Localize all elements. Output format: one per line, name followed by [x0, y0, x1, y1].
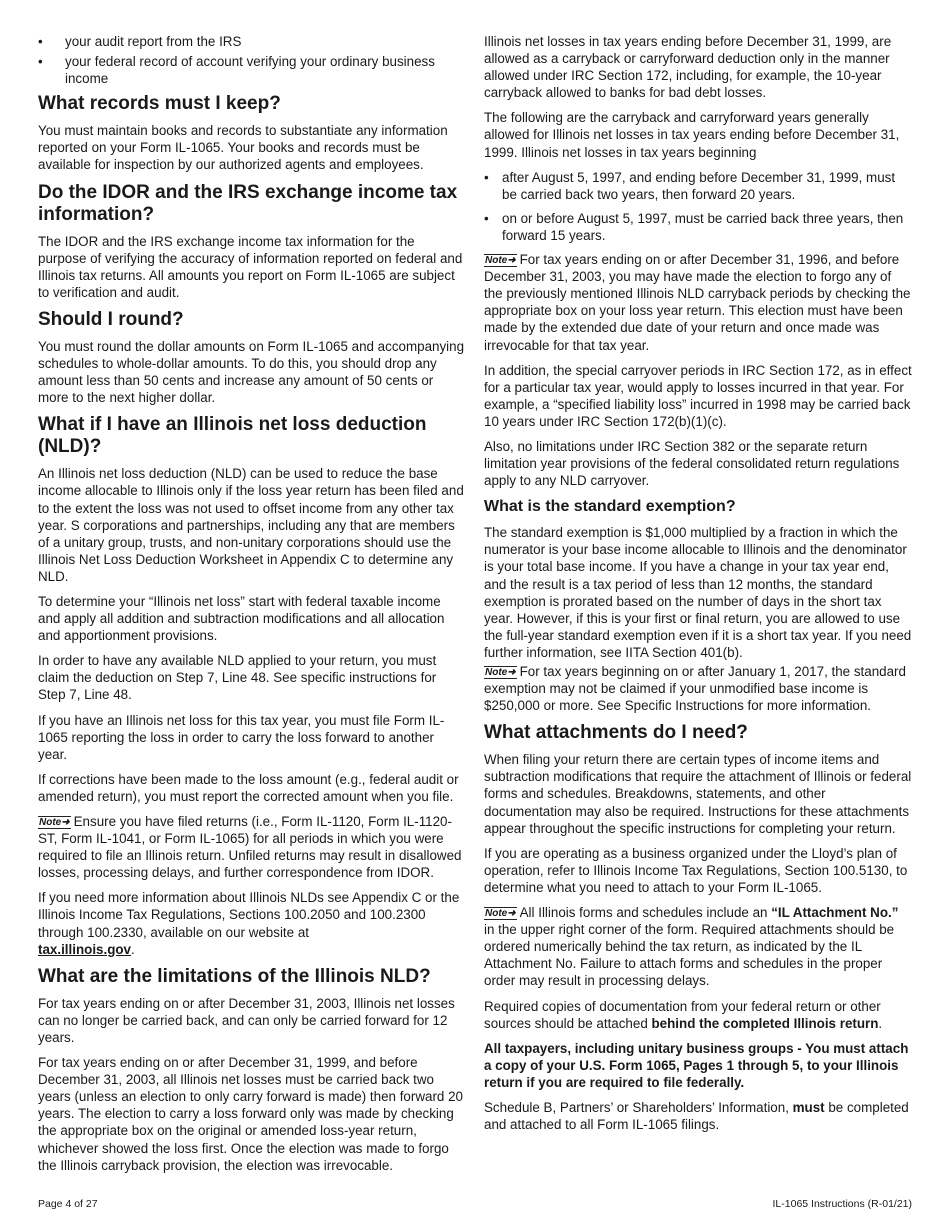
note-icon: Note➜	[485, 255, 516, 267]
paragraph: You must round the dollar amounts on Form IL-1065 and accompanying schedules to whole-dollar amounts. To do this, you should drop any amount less than 50 cents and increase any amount of 50 cents or more to the next higher dollar.	[38, 338, 465, 406]
paragraph: The following are the carryback and carryforward years generally allowed for Illinois net losses in tax years ending before December 31, 1999. Illinois net losses in tax years beginning	[484, 110, 900, 160]
paragraph: For tax years ending on or after December 31, 1999, and before December 31, 2003, all Illinois net losses must be carried back two years (unless an election to only carry forward is made) then forward 20 years. The election to carry a loss forward only was made by checking the appropriate box on the original or amended loss-year return, whichever showed the loss first. Once the election was made to forgo the Illinois carryback provision, the election was irrevocable.	[38, 1055, 463, 1173]
paragraph: For tax years ending on or after December 31, 2003, Illinois net losses can no longer be carried back, and can only be carried forward for 12 years.	[38, 995, 455, 1045]
note-icon: Note➜	[485, 667, 516, 678]
paragraph: Also, no limitations under IRC Section 382 or the separate return limitation year provisions of the federal consolidated return regulations apply to any NLD carryover.	[484, 438, 900, 489]
page-number: Page 4 of 27	[38, 1198, 98, 1210]
list-item: • on or before August 5, 1997, must be carried back three years, then forward 15 years.	[484, 210, 912, 244]
list-item: • your audit report from the IRS	[38, 33, 466, 50]
paragraph: If corrections have been made to the loss amount (e.g., federal audit or amended return), you must report the corrected amount when you file.	[38, 771, 459, 804]
left-column	[38, 33, 466, 1182]
heading-attachments: What attachments do I need?	[484, 722, 748, 744]
paragraph: To determine your “Illinois net loss” start with federal taxable income and apply all addition and subtraction modifications and all allocation and apportionment provisions.	[38, 593, 445, 644]
paragraph: If you need more information about Illinois NLDs see Appendix C or the Illinois Income Tax Regulations, Sections 100.2050 and 100.2300 through 100.2330, available on our website at tax.illinois.gov.	[38, 890, 460, 957]
website-link[interactable]: tax.illinois.gov	[38, 941, 132, 957]
list-item: • after August 5, 1997, and ending before December 31, 1999, must be carried back two years, then forward 20 years.	[484, 169, 912, 203]
heading-records: What records must I keep?	[38, 93, 281, 115]
paragraph: When filing your return there are certain types of income items and subtraction modifications that require the attachment of Illinois or federal forms and schedules. Breakdowns, statements, and other documentation may also be required. Instructions for these attachments appear throughout the specific instructions for completing your return.	[484, 752, 912, 836]
paragraph: In addition, the special carryover periods in IRC Section 172, as in effect for a particular tax year, would apply to losses incurred in that year. For example, a “specified liability loss” incurred in 1998 may be carried back 10 years under IRC Section 172(b)(1)(c).	[484, 362, 912, 429]
bullet-list	[38, 33, 466, 87]
paragraph: Schedule B, Partners’ or Shareholders’ Information, must be completed and attached to all Form IL-1065 filings.	[484, 1099, 909, 1133]
list-item: • your federal record of account verifying your ordinary business income	[38, 53, 466, 87]
heading-exemption: What is the standard exemption?	[484, 498, 736, 516]
paragraph: In order to have any available NLD applied to your return, you must claim the deduction on Step 7, Line 48. See specific instructions for Step 7, Line 48.	[38, 653, 437, 703]
right-column	[484, 33, 912, 1141]
paragraph: Illinois net losses in tax years ending before December 31, 1999, are allowed as a carryback or carryforward deduction only in the manner allowed under IRC Section 172, including, for example, the 10-year carryback allowed to banks for bad debt losses.	[484, 34, 892, 101]
note-icon: Note➜	[485, 908, 516, 920]
note-paragraph: Note➜ All Illinois forms and schedules include an “IL Attachment No.” in the upper right corner of the form. Required attachments should be ordered numerically behind the tax return, as indicated by the IL Attachment No. Failure to attach forms and schedules in the proper order may result in processing delays.	[484, 905, 899, 989]
paragraph: Required copies of documentation from your federal return or other sources should be attached behind the completed Illinois return.	[484, 998, 883, 1031]
paragraph: You must maintain books and records to substantiate any information reported on your Form IL-1065. Your books and records must be available for inspection by our authorized agents and employees.	[38, 123, 448, 173]
paragraph: If you are operating as a business organized under the Lloyd’s plan of operation, refer to Illinois Income Tax Regulations, Section 100.5130, to determine what you need to attach to your Form IL-1065.	[484, 845, 908, 895]
paragraph: An Illinois net loss deduction (NLD) can be used to reduce the base income allocable to Illinois only if the loss year return has been filed and to the extent the loss was not used to offset income from any other tax year. S corporations and partnerships, including any that are members of a unitary group, trusts, and non-unitary corporations should use the Illinois Net Loss Deduction Worksheet in Appendix C to determine any NLD.	[38, 466, 464, 584]
heading-exchange: Do the IDOR and the IRS exchange income tax information?	[38, 181, 458, 225]
heading-limits: What are the limitations of the Illinois NLD?	[38, 965, 431, 987]
heading-nld: What if I have an Illinois net loss deduction (NLD)?	[38, 414, 427, 458]
bullet-list	[484, 169, 912, 244]
note-paragraph: Note➜ For tax years ending on or after December 31, 1996, and before December 31, 2003, you may have made the election to forgo any of the previously mentioned Illinois NLD carryback periods by checking the appropriate box on your loss year return. This election must have been made by the extended due date of your return and once made was irrevocable for that tax year.	[484, 252, 911, 353]
document-id: IL-1065 Instructions (R-01/21)	[772, 1198, 912, 1210]
paragraph: The IDOR and the IRS exchange income tax information for the purpose of verifying the accuracy of information reported on federal and Illinois tax returns. All amounts you report on Form IL-1065 are subject to verification and audit.	[38, 233, 463, 300]
heading-round: Should I round?	[38, 308, 184, 330]
note-paragraph: Note➜ For tax years beginning on or after January 1, 2017, the standard exemption may not be claimed if your unmodified base income is $250,000 or more. See Specific Instructions for more information.	[484, 664, 906, 714]
paragraph: The standard exemption is $1,000 multiplied by a fraction in which the numerator is your base income allocable to Illinois and the denominator is your total base income. If you have a change in your tax year end, and the result is a tax period of less than 12 months, the standard exemption is prorated based on the number of days in the short tax year. However, if this is your first or final return, you are allowed to use the full-year standard exemption even if it is a short tax year. If you need further information, see IITA Section 401(b).	[484, 525, 912, 660]
note-paragraph: Note➜ Ensure you have filed returns (i.e., Form IL-1120, Form IL-1120-ST, Form IL-1041, or Form IL-1065) for all periods in which you were required to file an Illinois return. Unfiled returns may result in disallowed losses, processing delays, and further correspondence from IDOR.	[38, 814, 462, 881]
paragraph: All taxpayers, including unitary business groups - You must attach a copy of your U.S. Form 1065, Pages 1 through 5, to your Illinois return if you are required to file federally.	[484, 1040, 909, 1090]
note-icon: Note➜	[39, 817, 70, 828]
paragraph: If you have an Illinois net loss for this tax year, you must file Form IL-1065 reporting the loss in order to carry the loss forward to another year.	[38, 712, 445, 762]
